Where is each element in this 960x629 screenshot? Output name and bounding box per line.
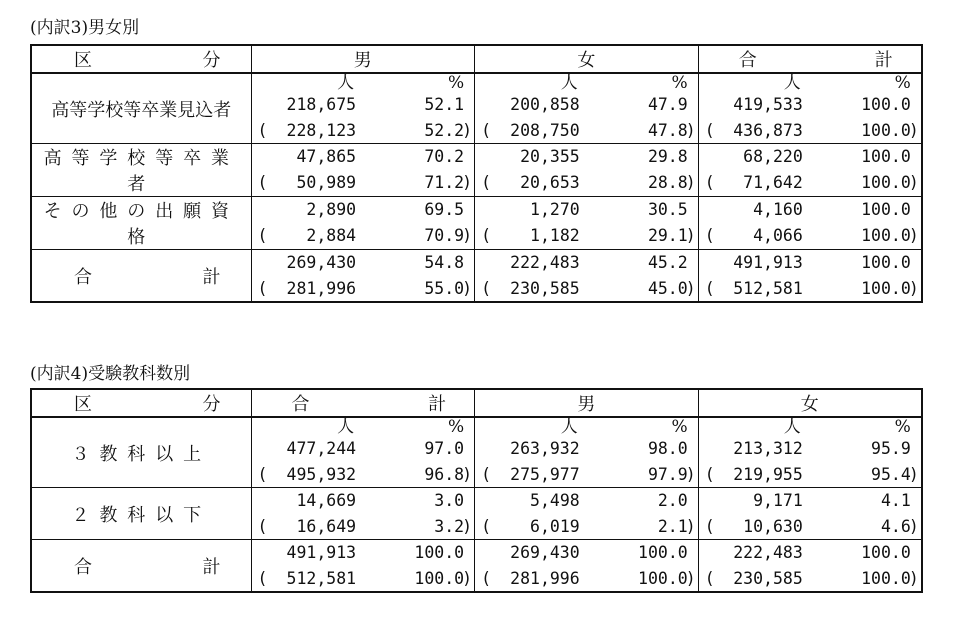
paren-open: ( bbox=[257, 568, 268, 588]
paren-close: ) bbox=[462, 278, 473, 298]
data-cell bbox=[475, 540, 699, 593]
percent: 70.9 bbox=[424, 225, 465, 245]
previous-values bbox=[475, 276, 698, 302]
previous-values bbox=[252, 170, 475, 196]
percent: 100.0 bbox=[861, 172, 911, 192]
percent: 52.1 bbox=[424, 95, 465, 114]
data-cell bbox=[251, 540, 475, 593]
current-values bbox=[475, 250, 698, 276]
data-cell bbox=[475, 144, 699, 197]
paren-open: ( bbox=[481, 172, 492, 192]
percent: 100.0 bbox=[861, 278, 911, 298]
row-label-text: 合 計 bbox=[74, 556, 221, 578]
percent: 54.8 bbox=[424, 253, 465, 272]
percent: 100.0 bbox=[861, 200, 911, 219]
count: 4,160 bbox=[753, 200, 803, 219]
units-row bbox=[252, 418, 475, 436]
count: 16,649 bbox=[296, 516, 357, 536]
row-label-text: 高等学校等卒業者 bbox=[43, 148, 239, 195]
percent: 97.0 bbox=[424, 439, 465, 458]
paren-close: ) bbox=[462, 568, 473, 588]
units-row bbox=[475, 418, 698, 436]
previous-values bbox=[475, 223, 698, 249]
data-cell bbox=[251, 73, 475, 144]
table-row bbox=[31, 540, 922, 593]
previous-values bbox=[699, 514, 921, 540]
gender-breakdown-table bbox=[30, 44, 923, 303]
paren-open: ( bbox=[704, 568, 715, 588]
percent: 2.1 bbox=[657, 516, 688, 536]
count: 1,182 bbox=[530, 225, 580, 245]
percent: 47.8 bbox=[647, 120, 688, 140]
header-category: 区 分 bbox=[31, 45, 251, 73]
table-row bbox=[31, 488, 922, 540]
current-values bbox=[699, 540, 921, 566]
paren-open: ( bbox=[704, 120, 715, 140]
percent: 100.0 bbox=[638, 543, 688, 562]
count: 269,430 bbox=[286, 253, 357, 272]
data-cell bbox=[475, 488, 699, 540]
data-cell bbox=[698, 540, 922, 593]
header-female: 女 bbox=[698, 389, 922, 417]
current-values bbox=[699, 250, 921, 276]
paren-open: ( bbox=[481, 120, 492, 140]
current-values bbox=[475, 144, 698, 170]
units-row bbox=[699, 74, 921, 92]
current-values bbox=[252, 436, 475, 462]
paren-open: ( bbox=[704, 225, 715, 245]
table-row bbox=[31, 73, 922, 144]
percent: 100.0 bbox=[861, 120, 911, 140]
count: 2,890 bbox=[306, 200, 357, 219]
data-cell bbox=[475, 197, 699, 250]
paren-close: ) bbox=[685, 225, 696, 245]
unit-person: 人 bbox=[337, 73, 355, 93]
paren-close: ) bbox=[685, 120, 696, 140]
unit-pct: % bbox=[894, 417, 911, 437]
percent: 95.4 bbox=[871, 464, 911, 484]
count: 20,355 bbox=[520, 147, 580, 166]
data-cell bbox=[475, 417, 699, 488]
current-values bbox=[475, 92, 698, 118]
count: 50,989 bbox=[296, 172, 357, 192]
header-category: 区 分 bbox=[31, 389, 251, 417]
data-cell bbox=[251, 417, 475, 488]
previous-values bbox=[252, 276, 475, 302]
percent: 45.0 bbox=[647, 278, 688, 298]
previous-values bbox=[699, 170, 921, 196]
paren-open: ( bbox=[257, 172, 268, 192]
row-label bbox=[31, 144, 251, 197]
row-label-text: ３教科以上 bbox=[71, 443, 211, 465]
paren-close: ) bbox=[685, 464, 696, 484]
previous-values bbox=[252, 118, 475, 144]
paren-close: ) bbox=[462, 225, 473, 245]
unit-person: 人 bbox=[337, 417, 355, 437]
data-cell bbox=[698, 73, 922, 144]
paren-open: ( bbox=[481, 464, 492, 484]
previous-values bbox=[699, 276, 921, 302]
row-label-text: 合 計 bbox=[74, 266, 221, 288]
current-values bbox=[252, 540, 475, 566]
header-male: 男 bbox=[475, 389, 699, 417]
count: 281,996 bbox=[510, 568, 580, 588]
percent: 69.5 bbox=[424, 200, 465, 219]
paren-close: ) bbox=[908, 464, 919, 484]
paren-close: ) bbox=[908, 172, 919, 192]
paren-open: ( bbox=[481, 225, 492, 245]
previous-values bbox=[699, 118, 921, 144]
unit-pct: % bbox=[894, 73, 911, 93]
percent: 30.5 bbox=[647, 200, 688, 219]
current-values bbox=[699, 488, 921, 514]
row-label bbox=[31, 540, 251, 593]
percent: 96.8 bbox=[424, 464, 465, 484]
current-values bbox=[252, 144, 475, 170]
row-label-text: 高等学校等卒業見込者 bbox=[51, 99, 232, 121]
count: 436,873 bbox=[733, 120, 803, 140]
paren-open: ( bbox=[257, 120, 268, 140]
units-row bbox=[699, 418, 921, 436]
percent: 28.8 bbox=[647, 172, 688, 192]
current-values bbox=[699, 197, 921, 223]
row-label bbox=[31, 197, 251, 250]
count: 71,642 bbox=[743, 172, 803, 192]
unit-pct: % bbox=[671, 73, 688, 93]
percent: 45.2 bbox=[647, 253, 688, 272]
count: 9,171 bbox=[753, 491, 803, 510]
previous-values bbox=[252, 223, 475, 249]
percent: 100.0 bbox=[861, 543, 911, 562]
current-values bbox=[475, 436, 698, 462]
table-row bbox=[31, 197, 922, 250]
subject-count-table bbox=[30, 388, 923, 593]
count: 47,865 bbox=[296, 147, 357, 166]
percent: 97.9 bbox=[647, 464, 688, 484]
count: 1,270 bbox=[530, 200, 580, 219]
previous-values bbox=[475, 118, 698, 144]
percent: 98.0 bbox=[647, 439, 688, 458]
count: 263,932 bbox=[510, 439, 580, 458]
paren-close: ) bbox=[908, 568, 919, 588]
count: 222,483 bbox=[733, 543, 803, 562]
paren-open: ( bbox=[704, 278, 715, 298]
percent: 52.2 bbox=[424, 120, 465, 140]
count: 6,019 bbox=[530, 516, 580, 536]
current-values bbox=[252, 250, 475, 276]
data-cell bbox=[698, 197, 922, 250]
percent: 3.2 bbox=[434, 516, 465, 536]
header-male: 男 bbox=[251, 45, 475, 73]
previous-values bbox=[699, 566, 921, 592]
paren-open: ( bbox=[481, 516, 492, 536]
data-cell bbox=[251, 197, 475, 250]
percent: 71.2 bbox=[424, 172, 465, 192]
percent: 100.0 bbox=[638, 568, 688, 588]
unit-person: 人 bbox=[783, 73, 801, 93]
previous-values bbox=[475, 566, 698, 592]
paren-close: ) bbox=[908, 278, 919, 298]
percent: 100.0 bbox=[861, 225, 911, 245]
previous-values bbox=[252, 566, 475, 592]
table-row bbox=[31, 417, 922, 488]
paren-close: ) bbox=[908, 516, 919, 536]
count: 10,630 bbox=[743, 516, 803, 536]
data-cell bbox=[251, 144, 475, 197]
percent: 4.1 bbox=[880, 491, 911, 510]
row-label bbox=[31, 250, 251, 303]
data-cell bbox=[698, 417, 922, 488]
count: 208,750 bbox=[510, 120, 580, 140]
count: 228,123 bbox=[286, 120, 357, 140]
paren-close: ) bbox=[685, 568, 696, 588]
count: 213,312 bbox=[733, 439, 803, 458]
count: 269,430 bbox=[510, 543, 580, 562]
percent: 70.2 bbox=[424, 147, 465, 166]
table-row bbox=[31, 144, 922, 197]
unit-person: 人 bbox=[560, 73, 578, 93]
count: 491,913 bbox=[733, 253, 803, 272]
paren-close: ) bbox=[462, 464, 473, 484]
count: 20,653 bbox=[520, 172, 580, 192]
unit-person: 人 bbox=[783, 417, 801, 437]
count: 512,581 bbox=[733, 278, 803, 298]
data-cell bbox=[475, 250, 699, 303]
percent: 100.0 bbox=[861, 568, 911, 588]
count: 219,955 bbox=[733, 464, 803, 484]
count: 491,913 bbox=[286, 543, 357, 562]
count: 275,977 bbox=[510, 464, 580, 484]
unit-person: 人 bbox=[560, 417, 578, 437]
percent: 100.0 bbox=[861, 147, 911, 166]
paren-open: ( bbox=[257, 516, 268, 536]
header-female: 女 bbox=[475, 45, 699, 73]
data-cell bbox=[475, 73, 699, 144]
header-total: 合 計 bbox=[251, 389, 475, 417]
current-values bbox=[475, 488, 698, 514]
paren-open: ( bbox=[257, 278, 268, 298]
paren-open: ( bbox=[481, 278, 492, 298]
percent: 47.9 bbox=[647, 95, 688, 114]
count: 281,996 bbox=[286, 278, 357, 298]
current-values bbox=[475, 540, 698, 566]
row-label bbox=[31, 488, 251, 540]
unit-pct: % bbox=[447, 73, 465, 93]
previous-values bbox=[475, 514, 698, 540]
paren-close: ) bbox=[462, 120, 473, 140]
previous-values bbox=[252, 462, 475, 488]
percent: 2.0 bbox=[657, 491, 688, 510]
previous-values bbox=[475, 170, 698, 196]
section3-title: (内訳3)男女別 bbox=[30, 18, 140, 38]
paren-open: ( bbox=[704, 464, 715, 484]
previous-values bbox=[252, 514, 475, 540]
row-label bbox=[31, 417, 251, 488]
percent: 100.0 bbox=[861, 253, 911, 272]
units-row bbox=[475, 74, 698, 92]
percent: 3.0 bbox=[434, 491, 465, 510]
paren-close: ) bbox=[685, 516, 696, 536]
paren-open: ( bbox=[704, 172, 715, 192]
paren-open: ( bbox=[257, 464, 268, 484]
previous-values bbox=[699, 223, 921, 249]
current-values bbox=[252, 488, 475, 514]
paren-close: ) bbox=[462, 172, 473, 192]
count: 200,858 bbox=[510, 95, 580, 114]
count: 218,675 bbox=[286, 95, 357, 114]
data-cell bbox=[251, 488, 475, 540]
unit-pct: % bbox=[447, 417, 465, 437]
percent: 55.0 bbox=[424, 278, 465, 298]
unit-pct: % bbox=[671, 417, 688, 437]
count: 230,585 bbox=[733, 568, 803, 588]
current-values bbox=[252, 197, 475, 223]
paren-close: ) bbox=[908, 225, 919, 245]
percent: 100.0 bbox=[414, 568, 465, 588]
current-values bbox=[699, 92, 921, 118]
count: 2,884 bbox=[306, 225, 357, 245]
paren-open: ( bbox=[257, 225, 268, 245]
row-label-text: ２教科以下 bbox=[71, 504, 211, 526]
subject-table-body bbox=[31, 417, 922, 592]
section4-title: (内訳4)受験教科数別 bbox=[30, 364, 191, 384]
count: 230,585 bbox=[510, 278, 580, 298]
percent: 100.0 bbox=[414, 543, 465, 562]
count: 14,669 bbox=[296, 491, 357, 510]
percent: 29.8 bbox=[647, 147, 688, 166]
paren-close: ) bbox=[908, 120, 919, 140]
count: 5,498 bbox=[530, 491, 580, 510]
paren-close: ) bbox=[685, 172, 696, 192]
paren-close: ) bbox=[462, 516, 473, 536]
previous-values bbox=[699, 462, 921, 488]
count: 68,220 bbox=[743, 147, 803, 166]
units-row bbox=[252, 74, 475, 92]
count: 495,932 bbox=[286, 464, 357, 484]
gender-table-body bbox=[31, 73, 922, 302]
row-label-text: その他の出願資格 bbox=[43, 201, 239, 248]
count: 419,533 bbox=[733, 95, 803, 114]
percent: 100.0 bbox=[861, 95, 911, 114]
count: 477,244 bbox=[286, 439, 357, 458]
current-values bbox=[252, 92, 475, 118]
percent: 29.1 bbox=[647, 225, 688, 245]
data-cell bbox=[698, 488, 922, 540]
count: 222,483 bbox=[510, 253, 580, 272]
table-row bbox=[31, 250, 922, 303]
paren-open: ( bbox=[704, 516, 715, 536]
row-label bbox=[31, 73, 251, 144]
data-cell bbox=[698, 250, 922, 303]
count: 4,066 bbox=[753, 225, 803, 245]
current-values bbox=[699, 144, 921, 170]
current-values bbox=[699, 436, 921, 462]
data-cell bbox=[698, 144, 922, 197]
header-total: 合 計 bbox=[698, 45, 922, 73]
count: 512,581 bbox=[286, 568, 357, 588]
paren-open: ( bbox=[481, 568, 492, 588]
percent: 95.9 bbox=[871, 439, 911, 458]
current-values bbox=[475, 197, 698, 223]
previous-values bbox=[475, 462, 698, 488]
percent: 4.6 bbox=[880, 516, 911, 536]
paren-close: ) bbox=[685, 278, 696, 298]
data-cell bbox=[251, 250, 475, 303]
